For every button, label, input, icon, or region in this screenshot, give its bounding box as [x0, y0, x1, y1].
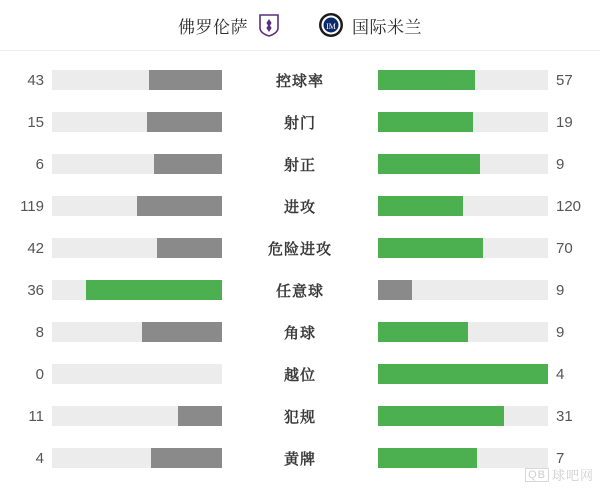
watermark-badge: QB [525, 468, 549, 482]
home-team [52, 12, 300, 38]
stat-label: 射门 [283, 114, 316, 132]
away-value: 4 [556, 365, 565, 383]
home-bar [52, 406, 222, 426]
home-bar-fill [86, 280, 222, 300]
home-value: 43 [27, 71, 44, 89]
away-value: 70 [556, 239, 573, 257]
stat-row [0, 437, 600, 479]
home-bar [52, 364, 222, 384]
away-value: 19 [556, 113, 573, 131]
stat-label: 危险进攻 [267, 240, 332, 258]
away-bar-fill [378, 406, 504, 426]
home-bar-fill [157, 238, 222, 258]
away-bar [378, 238, 548, 258]
watermark [525, 465, 594, 484]
away-team [300, 12, 548, 38]
home-value: 119 [20, 197, 44, 215]
home-value: 36 [27, 281, 44, 299]
stat-row [0, 143, 600, 185]
stat-label: 进攻 [283, 198, 316, 216]
away-bar-fill [378, 322, 468, 342]
away-bar-fill [378, 280, 412, 300]
away-bar [378, 112, 548, 132]
stat-row [0, 101, 600, 143]
home-bar-fill [151, 448, 222, 468]
home-value: 42 [27, 239, 44, 257]
home-bar [52, 196, 222, 216]
home-bar-fill [154, 154, 222, 174]
stat-row [0, 353, 600, 395]
stat-row [0, 311, 600, 353]
stat-rows [0, 51, 600, 479]
away-value: 9 [556, 155, 565, 173]
stat-row [0, 59, 600, 101]
stat-label: 射正 [283, 156, 316, 174]
away-bar [378, 196, 548, 216]
away-value: 9 [556, 323, 565, 341]
away-value: 31 [556, 407, 573, 425]
away-bar-fill [378, 448, 477, 468]
stat-row [0, 185, 600, 227]
home-bar [52, 70, 222, 90]
away-bar-fill [378, 70, 475, 90]
stat-label: 越位 [283, 366, 316, 384]
home-bar [52, 448, 222, 468]
away-value: 120 [556, 197, 582, 215]
away-bar-fill [378, 196, 463, 216]
away-bar [378, 154, 548, 174]
home-value: 15 [27, 113, 44, 131]
home-bar [52, 154, 222, 174]
home-value: 0 [35, 365, 44, 383]
stat-label: 黄牌 [283, 450, 316, 468]
home-value: 4 [35, 449, 44, 467]
away-bar [378, 406, 548, 426]
home-bar [52, 322, 222, 342]
away-bar-fill [378, 364, 548, 384]
home-bar-fill [142, 322, 222, 342]
home-bar-fill [178, 406, 222, 426]
stat-row [0, 269, 600, 311]
inter-milan-crest-icon [318, 12, 344, 38]
away-bar-fill [378, 112, 473, 132]
away-bar-fill [378, 238, 483, 258]
away-bar [378, 448, 548, 468]
stat-label: 角球 [283, 324, 316, 342]
home-bar-fill [149, 70, 222, 90]
home-bar [52, 280, 222, 300]
stat-row [0, 395, 600, 437]
svg-text:IM: IM [326, 22, 336, 31]
away-bar [378, 70, 548, 90]
fiorentina-crest-icon [256, 12, 282, 38]
home-bar [52, 112, 222, 132]
home-bar-fill [137, 196, 222, 216]
home-value: 6 [35, 155, 44, 173]
home-value: 11 [28, 407, 44, 425]
away-bar [378, 364, 548, 384]
away-value: 9 [556, 281, 565, 299]
teams-header [0, 0, 600, 51]
home-bar [52, 238, 222, 258]
watermark-text: 球吧网 [551, 468, 594, 483]
home-bar-fill [147, 112, 222, 132]
stat-label: 任意球 [275, 282, 324, 300]
away-value: 7 [556, 449, 565, 467]
away-bar [378, 280, 548, 300]
away-bar [378, 322, 548, 342]
away-bar-fill [378, 154, 480, 174]
home-value: 8 [35, 323, 44, 341]
stat-label: 控球率 [275, 72, 324, 90]
away-value: 57 [556, 71, 573, 89]
home-team-name: 佛罗伦萨 [178, 17, 248, 37]
stat-label: 犯规 [283, 408, 316, 426]
away-team-name: 国际米兰 [352, 17, 422, 37]
stat-row [0, 227, 600, 269]
